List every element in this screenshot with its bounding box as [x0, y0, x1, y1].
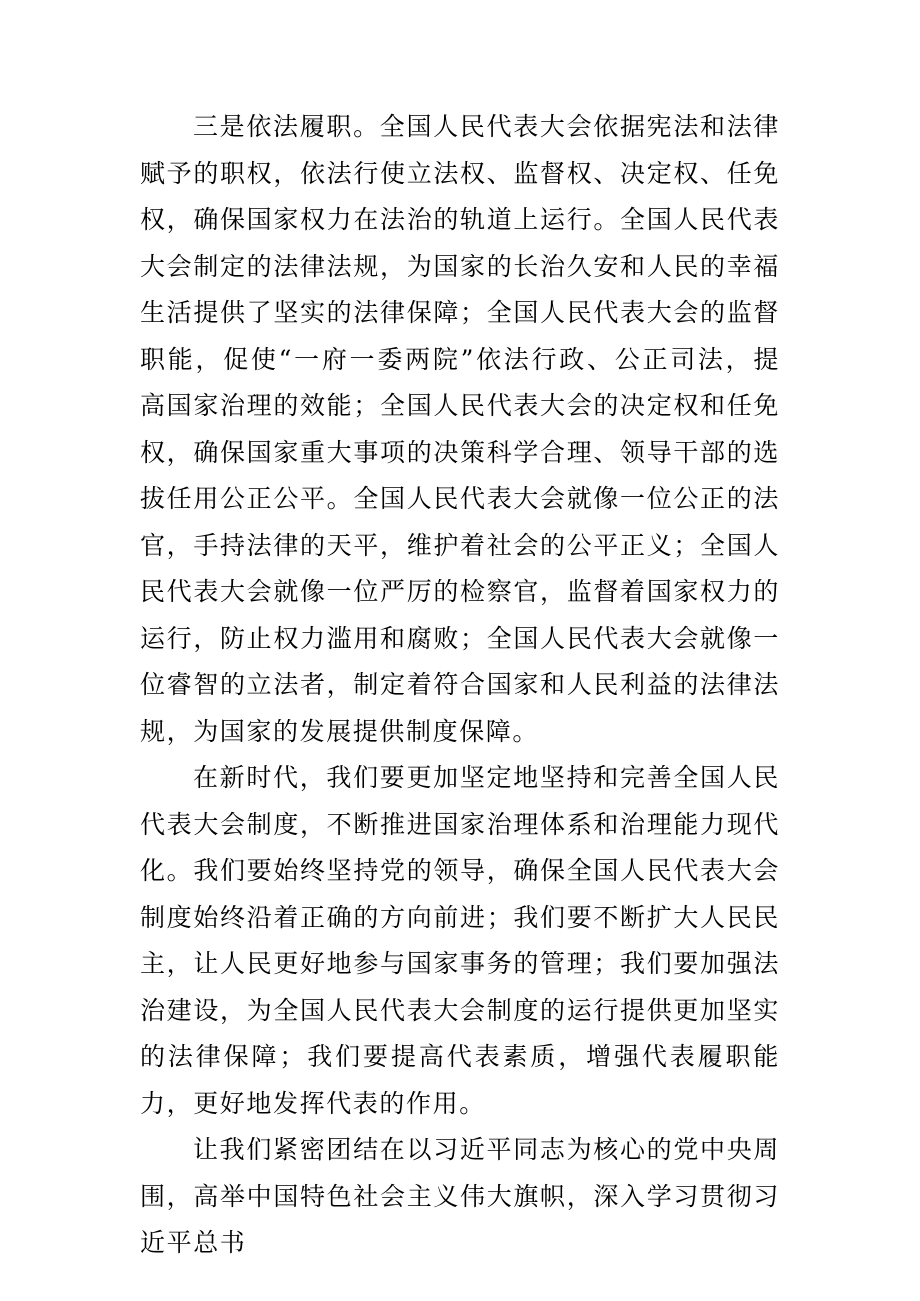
- paragraph-unite: 让我们紧密团结在以习近平同志为核心的党中央周围，高举中国特色社会主义伟大旗帜，深入学习贯彻习近平总书: [140, 1135, 780, 1257]
- document-body: [140, 104, 780, 1267]
- paragraph-lawful-duties: 三是依法履职。全国人民代表大会依据宪法和法律赋予的职权，依法行使立法权、监督权、决定权、任免权，确保国家权力在法治的轨道上运行。全国人民代表大会制定的法律法规，为国家的长治久安和人民的幸福生活提供了坚实的法律保障；全国人民代表大会的监督职能，促使“一府一委两院”依法行政、公正司法，提高国家治理的效能；全国人民代表大会的决定权和任免权，确保国家重大事项的决策科学合理、领导干部的选拔任用公正公平。全国人民代表大会就像一位公正的法官，手持法律的天平，维护着社会的公平正义；全国人民代表大会就像一位严厉的检察官，监督着国家权力的运行，防止权力滥用和腐败；全国人民代表大会就像一位睿智的立法者，制定着符合国家和人民利益的法律法规，为国家的发展提供制度保障。: [140, 112, 780, 746]
- paragraph-new-era: 在新时代，我们要更加坚定地坚持和完善全国人民代表大会制度，不断推进国家治理体系和治理能力现代化。我们要始终坚持党的领导，确保全国人民代表大会制度始终沿着正确的方向前进；我们要不断扩大人民民主，让人民更好地参与国家事务的管理；我们要加强法治建设，为全国人民代表大会制度的运行提供更加坚实的法律保障；我们要提高代表素质，增强代表履职能力，更好地发挥代表的作用。: [140, 763, 780, 1118]
